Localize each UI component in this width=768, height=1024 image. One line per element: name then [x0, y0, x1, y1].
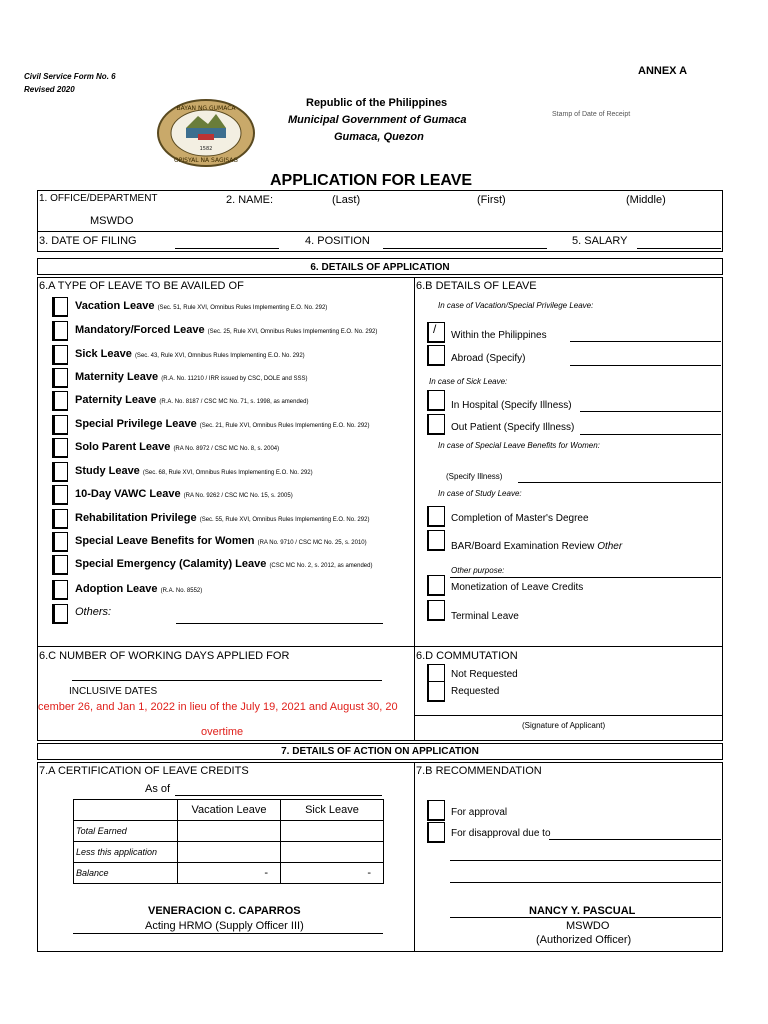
hrmo-title: Acting HRMO (Supply Officer III) — [145, 920, 304, 932]
leave-type-item — [75, 371, 308, 383]
leave-type-item — [75, 300, 327, 312]
leave-type-reference: (R.A. No. 8187 / CSC MC No. 71, s. 1998, as amended) — [159, 399, 309, 405]
form-number: Civil Service Form No. 6 — [24, 72, 116, 81]
leave-type-reference: (R.A. No. 11210 / IRR issued by CSC, DOLE and SSS) — [161, 376, 308, 382]
leave-type-item — [75, 394, 308, 406]
leave-type-name: Special Leave Benefits for Women — [75, 535, 255, 547]
name-middle-label: (Middle) — [626, 194, 666, 206]
leave-type-name: Mandatory/Forced Leave — [75, 324, 205, 336]
col-sick-header: Sick Leave — [281, 800, 384, 821]
in-hospital-label: In Hospital (Specify Illness) — [451, 400, 572, 411]
sick-note: In case of Sick Leave: — [429, 377, 508, 386]
hrmo-name: VENERACION C. CAPARROS — [148, 905, 301, 917]
office-label: 1. OFFICE/DEPARTMENT — [39, 193, 158, 204]
others-field[interactable] — [176, 623, 383, 624]
name-label: 2. NAME: — [226, 194, 274, 206]
table-row — [74, 842, 384, 863]
officer-name: NANCY Y. PASCUAL — [529, 905, 636, 917]
checkbox-masters[interactable] — [427, 506, 445, 527]
annex-label: ANNEX A — [638, 65, 688, 77]
location-heading: Gumaca, Quezon — [334, 131, 424, 143]
section-6-body — [37, 277, 723, 741]
working-days-field[interactable] — [72, 680, 382, 681]
bar-review-label: BAR/Board Examination Review Other — [451, 541, 623, 552]
approval-label: For approval — [451, 807, 508, 818]
checkbox-leave-type[interactable] — [52, 321, 68, 341]
checkbox-abroad[interactable] — [427, 345, 445, 366]
office-value[interactable]: MSWDO — [90, 215, 134, 227]
leave-type-item — [75, 324, 377, 336]
vacation-note: In case of Vacation/Special Privilege Leave: — [438, 301, 594, 310]
leave-type-reference: (RA No. 9262 / CSC MC No. 15, s. 2005) — [183, 493, 293, 499]
leave-type-item — [75, 583, 202, 595]
checkbox-leave-type[interactable] — [52, 391, 68, 411]
abroad-label: Abroad (Specify) — [451, 353, 526, 364]
not-requested-label: Not Requested — [451, 669, 518, 680]
leave-type-reference: (Sec. 51, Rule XVI, Omnibus Rules Implementing E.O. No. 292) — [157, 305, 328, 311]
checkbox-leave-type[interactable] — [52, 345, 68, 365]
leave-type-reference: (Sec. 68, Rule XVI, Omnibus Rules Implementing E.O. No. 292) — [142, 470, 313, 476]
checkbox-leave-type[interactable] — [52, 462, 68, 482]
terminal-label: Terminal Leave — [451, 611, 519, 622]
officer-office: MSWDO — [566, 920, 610, 932]
leave-type-name: Adoption Leave — [75, 583, 158, 595]
within-check-mark: / — [433, 322, 437, 336]
leave-type-item — [75, 348, 305, 360]
inclusive-dates-value[interactable]: cember 26, and Jan 1, 2022 in lieu of the July 19, 2021 and August 30, 20 — [38, 701, 398, 713]
leave-type-name: Special Privilege Leave — [75, 418, 197, 430]
credits-corner-cell — [74, 800, 178, 821]
leave-type-item — [75, 418, 370, 430]
republic-heading: Republic of the Philippines — [306, 97, 448, 109]
signature-label: (Signature of Applicant) — [522, 721, 606, 730]
credits-header-row — [74, 800, 384, 821]
in-hospital-field[interactable] — [580, 411, 721, 412]
municipal-heading: Municipal Government of Gumaca — [288, 114, 467, 126]
type-of-leave-title: 6.A TYPE OF LEAVE TO BE AVAILED OF — [39, 280, 244, 292]
section-6-title: 6. DETAILS OF APPLICATION — [310, 262, 450, 273]
less-application-sick[interactable] — [281, 842, 384, 863]
commutation-title: 6.D COMMUTATION — [416, 650, 518, 662]
total-earned-sick[interactable] — [281, 821, 384, 842]
masters-label: Completion of Master's Degree — [451, 513, 589, 524]
checkbox-out-patient[interactable] — [427, 414, 445, 435]
balance-vacation[interactable]: - — [178, 863, 281, 884]
women-note: In case of Special Leave Benefits for Women: — [438, 441, 600, 450]
less-application-vacation[interactable] — [178, 842, 281, 863]
leave-type-name: 10-Day VAWC Leave — [75, 488, 181, 500]
leave-type-item — [75, 465, 313, 477]
checkbox-leave-type[interactable] — [52, 555, 68, 575]
checkbox-others[interactable] — [52, 604, 68, 624]
details-of-leave-title: 6.B DETAILS OF LEAVE — [416, 280, 537, 292]
other-purpose-note: Other purpose: — [451, 566, 505, 575]
checkbox-disapproval[interactable] — [427, 822, 445, 843]
checkbox-monetization[interactable] — [427, 575, 445, 596]
checkbox-in-hospital[interactable] — [427, 390, 445, 411]
out-patient-field[interactable] — [580, 434, 721, 435]
section-7-title: 7. DETAILS OF ACTION ON APPLICATION — [281, 746, 479, 757]
leave-type-item — [75, 441, 279, 453]
svg-text:1582: 1582 — [199, 146, 213, 152]
leave-type-item — [75, 488, 293, 500]
stamp-label: Stamp of Date of Receipt — [552, 111, 631, 118]
disapproval-reason-line-2[interactable] — [450, 882, 721, 883]
officer-title: (Authorized Officer) — [536, 934, 632, 946]
within-philippines-label: Within the Philippines — [451, 330, 547, 341]
leave-type-item — [75, 512, 369, 524]
leave-type-reference: (Sec. 43, Rule XVI, Omnibus Rules Implementing E.O. No. 292) — [134, 353, 305, 359]
date-of-filing-field[interactable] — [175, 248, 279, 249]
checkbox-bar-review[interactable] — [427, 530, 445, 551]
specify-illness-field[interactable] — [518, 482, 721, 483]
row-label-balance: Balance — [74, 863, 178, 884]
disapproval-reason-line-1[interactable] — [450, 860, 721, 861]
monetization-label: Monetization of Leave Credits — [451, 582, 584, 593]
table-row — [74, 821, 384, 842]
checkbox-leave-type[interactable] — [52, 297, 68, 317]
leave-type-reference: (RA No. 9710 / CSC MC No. 25, s. 2010) — [257, 540, 367, 546]
position-field[interactable] — [383, 248, 547, 249]
checkbox-leave-type[interactable] — [52, 368, 68, 388]
checkbox-leave-type[interactable] — [52, 532, 68, 552]
inclusive-dates-label: INCLUSIVE DATES — [69, 686, 158, 697]
leave-type-name: Vacation Leave — [75, 300, 155, 312]
date-of-filing-label: 3. DATE OF FILING — [39, 235, 137, 247]
leave-type-reference: (Sec. 25, Rule XVI, Omnibus Rules Implementing E.O. No. 292) — [207, 329, 378, 335]
row-label-total-earned: Total Earned — [74, 821, 178, 842]
leave-type-name: Rehabilitation Privilege — [75, 512, 197, 524]
leave-type-name: Solo Parent Leave — [75, 441, 171, 453]
salary-field[interactable] — [637, 248, 721, 249]
disapproval-field[interactable] — [549, 839, 721, 840]
out-patient-label: Out Patient (Specify Illness) — [451, 422, 575, 433]
position-label: 4. POSITION — [305, 235, 370, 247]
checkbox-terminal[interactable] — [427, 600, 445, 621]
leave-type-name: Study Leave — [75, 465, 140, 477]
as-of-label: As of — [145, 783, 171, 795]
checkbox-leave-type[interactable] — [52, 509, 68, 529]
working-days-title: 6.C NUMBER OF WORKING DAYS APPLIED FOR — [39, 650, 290, 662]
svg-text:OPISYAL NA SAGISAG: OPISYAL NA SAGISAG — [174, 157, 238, 164]
leave-type-reference: (RA No. 8972 / CSC MC No. 8, s. 2004) — [173, 446, 280, 452]
municipal-seal-icon — [156, 98, 256, 168]
name-first-label: (First) — [477, 194, 506, 206]
requested-label: Requested — [451, 686, 500, 697]
others-label: Others: — [75, 606, 112, 618]
within-philippines-field[interactable] — [570, 341, 721, 342]
abroad-field[interactable] — [570, 365, 721, 366]
leave-type-reference: (Sec. 55, Rule XVI, Omnibus Rules Implementing E.O. No. 292) — [199, 517, 370, 523]
table-row — [74, 863, 384, 884]
checkbox-approval[interactable] — [427, 800, 445, 821]
study-note: In case of Study Leave: — [438, 489, 522, 498]
svg-text:BAYAN NG GUMACA: BAYAN NG GUMACA — [176, 105, 236, 112]
checkbox-leave-type[interactable] — [52, 438, 68, 458]
disapproval-label: For disapproval due to — [451, 828, 551, 839]
salary-label: 5. SALARY — [572, 235, 628, 247]
leave-type-reference: (Sec. 21, Rule XVI, Omnibus Rules Implementing E.O. No. 292) — [199, 423, 370, 429]
leave-type-name: Paternity Leave — [75, 394, 157, 406]
name-last-label: (Last) — [332, 194, 361, 206]
recommendation-title: 7.B RECOMMENDATION — [416, 765, 542, 777]
checkbox-leave-type[interactable] — [52, 415, 68, 435]
page-title: APPLICATION FOR LEAVE — [270, 172, 473, 189]
checkbox-leave-type[interactable] — [52, 580, 68, 600]
col-vacation-header: Vacation Leave — [178, 800, 281, 821]
leave-type-name: Special Emergency (Calamity) Leave — [75, 558, 267, 570]
leave-type-item — [75, 558, 372, 570]
checkbox-requested[interactable] — [427, 681, 445, 702]
leave-type-item — [75, 535, 367, 547]
total-earned-vacation[interactable] — [178, 821, 281, 842]
checkbox-leave-type[interactable] — [52, 485, 68, 505]
balance-sick[interactable]: - — [281, 863, 384, 884]
as-of-field[interactable] — [175, 795, 382, 796]
certification-title: 7.A CERTIFICATION OF LEAVE CREDITS — [39, 765, 249, 777]
leave-type-name: Sick Leave — [75, 348, 132, 360]
leave-type-reference: (R.A. No. 8552) — [160, 588, 203, 594]
leave-type-name: Maternity Leave — [75, 371, 159, 383]
overtime-value[interactable]: overtime — [201, 726, 244, 738]
leave-type-reference: (CSC MC No. 2, s. 2012, as amended) — [269, 563, 373, 569]
leave-credits-table — [73, 799, 384, 884]
form-revision: Revised 2020 — [24, 85, 75, 94]
specify-illness-label: (Specify Illness) — [446, 472, 503, 481]
row-label-less-application: Less this application — [74, 842, 178, 863]
